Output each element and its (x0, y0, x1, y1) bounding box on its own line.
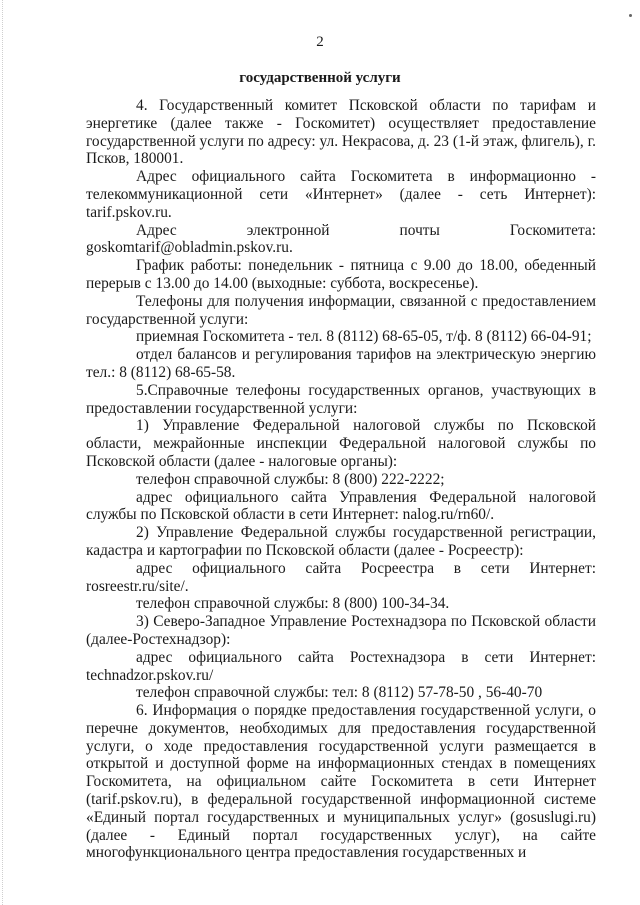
paragraph: адрес официального сайта Росреестра в сети Интернет: rosreestr.ru/site/. (86, 559, 596, 595)
paragraph: телефон справочной службы: 8 (800) 222-2222; (136, 470, 445, 488)
paragraph: 3) Северо-Западное Управление Ростехнадзора по Псковской области (далее-Ростехнадзор): (86, 613, 596, 648)
paragraph: телефон справочной службы: тел: 8 (8112) 57-78-50 , 56-40-70 (136, 684, 543, 702)
paragraph: адрес официального сайта Управления Федеральной налоговой службы по Псковской области в сети Интернет: nalog.ru/rn60/. (86, 488, 596, 524)
document-body (86, 97, 596, 862)
paragraph: 6. Информация о порядке предоставления государственной услуги, о перечне документов, необходимых для предоставления государственной услуги, о ходе предоставления государственной услуги размещается в открытой и доступной форме на информационных стендах в помещениях Госкомитета, на официальном сайте Госкомитета в сети Интернет (tarif.pskov.ru), в федеральной государственной информационной системе «Единый портал государственных и муниципальных услуг» (gosuslugi.ru) (далее - Единый портал государственных услуг), на сайте многофункционального центра предоставления государственных и (86, 702, 596, 862)
paragraph: отдел балансов и регулирования тарифов на электрическую энергию тел.: 8 (8112) 68-65-58. (86, 346, 596, 381)
section-heading: государственной услуги (239, 70, 401, 86)
paragraph: 2) Управление Федеральной службы государственной регистрации, кадастра и картографии по Псковской области (далее - Росреестр): (86, 524, 596, 559)
page-number: 2 (316, 34, 324, 50)
paragraph: График работы: понедельник - пятница с 9.00 до 18.00, обеденный перерыв с 13.00 до 14.00 (выходные: суббота, воскресенье). (86, 257, 596, 292)
paragraph: телефон справочной службы: 8 (800) 100-34-34. (136, 595, 450, 613)
paragraph: Адрес официального сайта Госкомитета в информационно - телекоммуникационной сети «Интернет» (далее - сеть Интернет): tarif.pskov.ru. (86, 168, 596, 221)
scan-dot-mark (629, 14, 632, 17)
paragraph: адрес официального сайта Ростехнадзора в сети Интернет: technadzor.pskov.ru/ (86, 648, 596, 684)
paragraph: Адрес электронной почты Госкомитета: goskomtarif@obladmin.pskov.ru. (86, 221, 596, 257)
paragraph: 1) Управление Федеральной налоговой службы по Псковской области, межрайонные инспекции Федеральной налоговой службы по Псковской области (далее - налоговые органы): (86, 417, 596, 470)
paragraph: 5.Справочные телефоны государственных органов, участвующих в предоставлении государственной услуги: (86, 381, 596, 417)
paragraph: 4. Государственный комитет Псковской области по тарифам и энергетике (далее также - Госкомитет) осуществляет предоставление государственной услуги по адресу: ул. Некрасова, д. 23 (1-й этаж, флигель), г. Псков, 180001. (86, 97, 596, 168)
paragraph: приемная Госкомитета - тел. 8 (8112) 68-65-05, т/ф. 8 (8112) 66-04-91; (136, 328, 592, 346)
scan-edge-mark (2, 0, 9, 905)
paragraph: Телефоны для получения информации, связанной с предоставлением государственной услуги: (86, 292, 596, 328)
